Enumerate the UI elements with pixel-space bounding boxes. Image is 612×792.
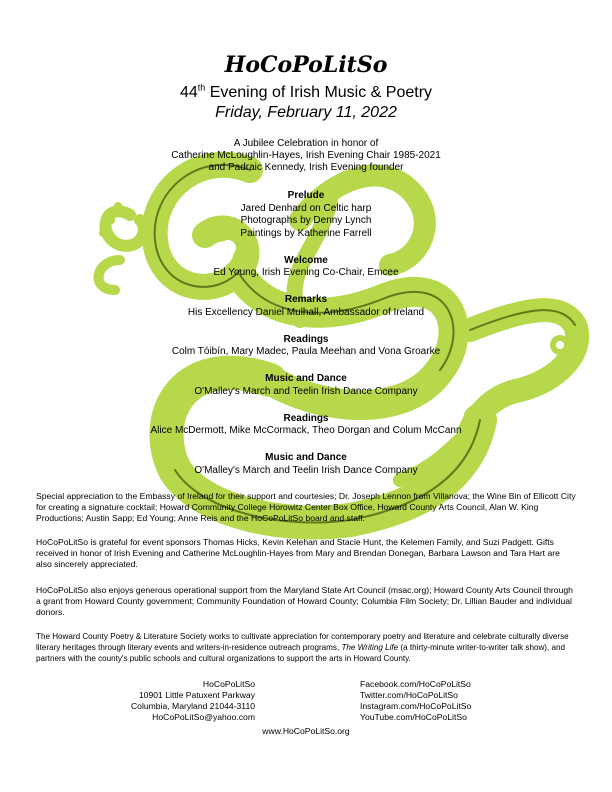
address-line: HoCoPoLitSo — [202, 679, 255, 689]
section-heading: Music and Dance — [265, 373, 347, 384]
section-heading: Remarks — [284, 294, 328, 305]
mission-paragraph — [36, 631, 576, 664]
event-number: 44 — [179, 84, 198, 101]
sponsors-paragraph: HoCoPoLitSo is grateful for event sponsors Thomas Hicks, Kevin Kelehan and Stacie Hunt, the Kelemen Family, and Suzi Padgett. Gifts received in honor of Irish Evening and Catherine McLoughlin-Hayes from Mary and Brendan Donegan, Barbara Lawson and Tara Hart are also sincerely appreciated. — [36, 537, 560, 569]
dedication-block — [0, 138, 612, 174]
section-heading: Readings — [283, 333, 329, 345]
event-name: Evening of Irish Music & Poetry — [205, 84, 433, 101]
support-paragraph: HoCoPoLitSo also enjoys generous operational support from the Maryland State Art Council (msac.org); Howard County Arts Council through a grant from Howard County government; Community Foundation of Howard County; Columbia Film Society; Dr. Lillian Bauder and individual donors. — [36, 585, 573, 617]
program-schedule — [0, 190, 612, 492]
address-line: Columbia, Maryland 21044-3110 — [130, 701, 255, 711]
event-date: Friday, February 11, 2022 — [215, 104, 397, 121]
program-section-remarks — [0, 294, 612, 319]
program-section-prelude — [0, 190, 612, 240]
program-section-music-1 — [0, 373, 612, 398]
section-line: Jared Denhard on Celtic harp — [240, 202, 372, 214]
section-heading: Prelude — [287, 190, 325, 201]
program-section-music-2 — [0, 452, 612, 477]
mission-text: The Howard County Poetry & Literature Society works to cultivate appreciation for contemporary poetry and literature and celebrate culturally diverse literary heritages through literary events and writers-in-residence outreach programs, — [36, 632, 569, 652]
show-title: The Writing Life — [341, 643, 399, 652]
dedication-line: Catherine McLoughlin-Hayes, Irish Evening Chair 1985-2021 — [171, 150, 441, 161]
section-line: Paintings by Katherine Farrell — [240, 227, 372, 239]
email-link[interactable]: HoCoPoLitSo@yahoo.com — [152, 712, 255, 722]
section-line: His Excellency Daniel Mulhall, Ambassador of Ireland — [187, 306, 425, 318]
section-line: Photographs by Denny Lynch — [240, 215, 372, 226]
instagram-link[interactable]: Instagram.com/HoCoPoLitSo — [360, 701, 472, 711]
section-line: Ed Young, Irish Evening Co-Chair, Emcee — [213, 267, 399, 278]
program-section-readings-2 — [0, 413, 612, 438]
program-section-welcome — [0, 255, 612, 280]
social-links — [360, 679, 560, 723]
address-line: 10901 Little Patuxent Parkway — [138, 690, 255, 700]
ordinal-suffix: th — [197, 82, 206, 93]
dedication-line: A Jubilee Celebration in honor of — [233, 138, 379, 149]
program-section-readings-1 — [0, 334, 612, 359]
section-line: O'Malley's March and Teelin Irish Dance Company — [194, 464, 418, 476]
mailing-address — [90, 679, 255, 723]
organization-title: HoCoPoLitSo — [224, 52, 388, 78]
section-heading: Readings — [283, 412, 329, 424]
facebook-link[interactable]: Facebook.com/HoCoPoLitSo — [360, 679, 471, 689]
acknowledgment-paragraph: Special appreciation to the Embassy of Ireland for their support and courtesies; Dr. Joseph Lennon from Villanova; the Wine Bin of Ellicott City for creating a signature cocktail; Howard Community College Horowitz Center Box Office, Howard County Arts Council, Alan W. King Productions; Austin Sapp; Ed Young; Anne Reis and the HoCoPoLitSo board and staff. — [36, 491, 576, 523]
dedication-line: and Padraic Kennedy, Irish Evening founder — [208, 162, 404, 173]
mission-text-end: (a thirty-minute writer-to-writer talk show), and partners with the county's public schools and cultural organizations to support the arts in Howard County. — [36, 643, 566, 663]
section-heading: Music and Dance — [265, 452, 347, 463]
event-subtitle — [0, 84, 612, 102]
section-heading: Welcome — [284, 254, 328, 266]
section-line: Alice McDermott, Mike McCormack, Theo Dorgan and Colum McCann — [150, 425, 462, 436]
section-line: O'Malley's March and Teelin Irish Dance Company — [194, 385, 418, 397]
section-line: Colm Tóibín, Mary Madec, Paula Meehan and Vona Groarke — [171, 346, 441, 357]
youtube-link[interactable]: YouTube.com/HoCoPoLitSo — [360, 712, 467, 722]
website-link[interactable]: www.HoCoPoLitSo.org — [262, 726, 350, 736]
twitter-link[interactable]: Twitter.com/HoCoPoLitSo — [360, 690, 458, 700]
